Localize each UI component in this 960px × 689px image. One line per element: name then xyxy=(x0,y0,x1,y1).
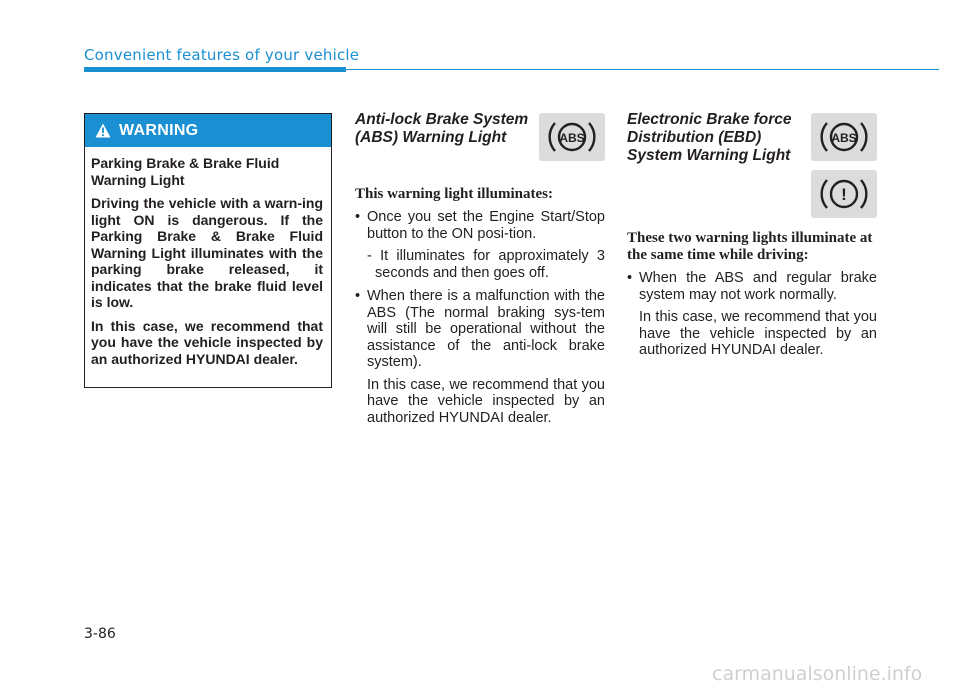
brake-exclamation-icon xyxy=(814,172,874,216)
warning-paragraph-2: In this case, we recommend that you have the vehicle inspected by an authorized HYUNDAI dealer. xyxy=(91,317,323,367)
warning-body xyxy=(85,147,331,367)
ebd-exclamation-label: ! xyxy=(841,185,847,204)
ebd-abs-warning-light xyxy=(811,113,877,161)
header-rule-thick xyxy=(84,67,346,72)
abs-icon xyxy=(542,115,602,159)
abs-section-body xyxy=(355,186,605,433)
abs-follow-2: In this case, we recommend that you have the vehicle inspected by an authorized HYUNDAI dealer. xyxy=(367,376,605,426)
page-number: 3-86 xyxy=(84,626,116,642)
ebd-section-body xyxy=(627,230,877,366)
warning-box xyxy=(84,113,332,388)
warning-heading: WARNING xyxy=(119,121,199,139)
abs-warning-light xyxy=(539,113,605,161)
warning-title: Parking Brake & Brake Fluid Warning Light xyxy=(91,155,280,188)
abs-sub-1: - It illuminates for approximately 3 seconds and then goes off. xyxy=(367,248,605,281)
section-title: Convenient features of your vehicle xyxy=(84,46,360,64)
ebd-bullet-1-text: When the ABS and regular brake system may not work normally. xyxy=(639,270,877,303)
abs-icon-label: ABS xyxy=(559,131,585,145)
ebd-bullet-1 xyxy=(627,270,877,359)
abs-bullet-2 xyxy=(355,288,605,426)
abs-section-title: Anti-lock Brake System (ABS) Warning Light xyxy=(355,111,529,146)
ebd-abs-icon-label: ABS xyxy=(831,131,857,145)
ebd-follow-1: In this case, we recommend that you have the vehicle inspected by an authorized HYUNDAI dealer. xyxy=(639,309,877,358)
brake-warning-light xyxy=(811,170,877,218)
abs-bullet-1 xyxy=(355,209,605,281)
warning-triangle-icon xyxy=(95,123,111,138)
abs-icon xyxy=(814,115,874,159)
ebd-lead: These two warning lights illuminate at the same time while driving: xyxy=(627,230,873,263)
abs-lead: This warning light illuminates: xyxy=(355,186,553,202)
header-rule-thin xyxy=(346,69,939,70)
ebd-section-title: Electronic Brake force Distribution (EBD) System Warning Light xyxy=(627,111,792,164)
abs-bullet-1-text: Once you set the Engine Start/Stop button to the ON posi-tion. xyxy=(367,209,605,242)
warning-paragraph-1: Driving the vehicle with a warn-ing light ON is dangerous. If the Parking Brake & Brake Fluid Warning Light illuminates with the parking brake released, it indicates that the brake fluid level is low. xyxy=(91,195,323,310)
footer-watermark: carmanualsonline.info xyxy=(712,663,923,685)
warning-header xyxy=(85,114,331,147)
abs-bullet-2-text: When there is a malfunction with the ABS (The normal braking sys-tem will still be operational without the assistance of the anti-lock brake system). xyxy=(367,288,605,370)
